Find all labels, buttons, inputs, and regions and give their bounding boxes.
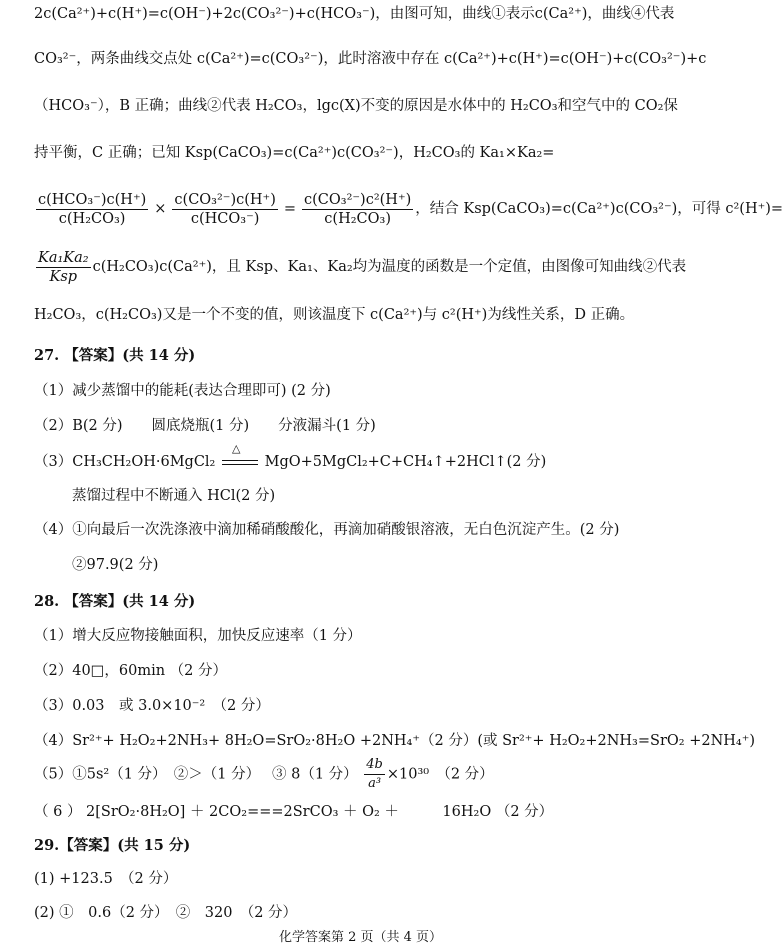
q28-answer-5 <box>34 756 691 793</box>
fraction-numerator: c(HCO₃⁻)c(H⁺) <box>38 191 147 208</box>
fraction-denominator: Ksp <box>49 268 78 285</box>
explanation-line-7: H₂CO₃，c(H₂CO₃)又是一个不变的值，则该温度下 c(Ca²⁺)与 c²(H⁺)为线性关系，D 正确。 <box>34 307 635 323</box>
formula-tail-text: ，结合 Ksp(CaCO₃)=c(Ca²⁺)c(CO₃²⁻)，可得 c²(H⁺)= <box>415 201 783 217</box>
q27-reactant: （3）CH₃CH₂OH·6MgCl₂ <box>34 454 216 470</box>
formula-tail-text: c(H₂CO₃)c(Ca²⁺)，且 Ksp、Ka₁、Ka₂均为温度的函数是一个定值，由图像可知曲线②代表 <box>92 259 687 275</box>
fraction-product <box>302 191 413 228</box>
q27-answer-2: （2）B(2 分) 圆底烧瓶(1 分) 分液漏斗(1 分) <box>34 418 376 434</box>
fraction-ka1 <box>36 191 148 228</box>
q28-answer-1: （1）增大反应物接触面积，加快反应速率（1 分） <box>34 628 362 644</box>
q27-answer-4a: （4）①向最后一次洗涤液中滴加稀硝酸酸化，再滴加硝酸银溶液，无白色沉淀产生。(2 分) <box>34 522 620 538</box>
delta-symbol: △ <box>231 442 241 455</box>
q28-answer-5-text: （5）①5s²（1 分） ②＞（1 分） ③ 8（1 分） <box>34 766 358 783</box>
q29-heading: 29.【答案】(共 15 分) <box>34 837 191 854</box>
fraction-denominator: c(H₂CO₃) <box>58 210 126 227</box>
fraction-denominator: c(H₂CO₃) <box>324 210 391 227</box>
q27-heading: 27. 【答案】(共 14 分) <box>34 347 196 364</box>
explanation-line-4: 持平衡，C 正确；已知 Ksp(CaCO₃)=c(Ca²⁺)c(CO₃²⁻)，H₂CO₃的 Ka₁×Ka₂= <box>34 145 555 161</box>
q28-answer-4: （4）Sr²⁺+ H₂O₂+2NH₃+ 8H₂O=SrO₂·8H₂O +2NH₄⁺（2 分）(或 Sr²⁺+ H₂O₂+2NH₃=SrO₂ +2NH₄⁺) <box>34 733 756 749</box>
q27-answer-4b: ②97.9(2 分) <box>72 557 159 573</box>
q29-answer-1: (1) +123.5 （2 分） <box>34 871 178 887</box>
q27-answer-1: （1）减少蒸馏中的能耗(表达合理即可) (2 分) <box>34 383 331 399</box>
fraction-ka2 <box>172 191 277 228</box>
fraction-denominator: a³ <box>368 776 382 791</box>
fraction-numerator: c(CO₃²⁻)c(H⁺) <box>174 191 276 208</box>
explanation-line-1: 2c(Ca²⁺)+c(H⁺)=c(OH⁻)+2c(CO₃²⁻)+c(HCO₃⁻)，由图可知，曲线①表示c(Ca²⁺)，曲线④代表 <box>34 6 675 22</box>
q29-answer-2: (2) ① 0.6（2 分） ② 320 （2 分） <box>34 905 298 921</box>
fraction-numerator: c(CO₃²⁻)c²(H⁺) <box>304 191 412 208</box>
q28-answer-6: （ 6 ） 2[SrO₂·8H₂O] ＋ 2CO₂===2SrCO₃ ＋ O₂ ＋ 16H₂O （2 分） <box>34 804 554 820</box>
fraction-ka-over-ksp <box>36 249 91 286</box>
q28-heading: 28. 【答案】(共 14 分) <box>34 593 196 610</box>
q28-answer-2: （2）40□，60min （2 分） <box>34 663 227 679</box>
double-line <box>222 460 258 465</box>
heat-arrow <box>220 442 260 472</box>
fraction-4b-over-a3 <box>364 756 385 793</box>
explanation-line-3: （HCO₃⁻），B 正确；曲线②代表 H₂CO₃，lgc(X)不变的原因是水体中的 H₂CO₃和空气中的 CO₂保 <box>34 98 678 114</box>
fraction-denominator: c(HCO₃⁻) <box>190 210 260 227</box>
q28-answer-3: （3）0.03 或 3.0×10⁻² （2 分） <box>34 698 270 714</box>
explanation-line-6-formula <box>34 248 691 286</box>
q27-products: MgO+5MgCl₂+C+CH₄↑+2HCl↑(2 分) <box>264 454 547 470</box>
q27-answer-3 <box>34 442 691 472</box>
explanation-line-2: CO₃²⁻，两条曲线交点处 c(Ca²⁺)=c(CO₃²⁻)，此时溶液中存在 c(Ca²⁺)+c(H⁺)=c(OH⁻)+c(CO₃²⁻)+c <box>34 51 707 67</box>
times-sign: × <box>154 201 167 217</box>
fraction-numerator: Ka₁Ka₂ <box>38 249 89 266</box>
fraction-numerator: 4b <box>364 756 385 775</box>
q27-answer-3-note: 蒸馏过程中不断通入 HCl(2 分) <box>72 488 276 504</box>
q28-answer-5-tail: ×10³⁰ （2 分） <box>386 766 494 783</box>
page-footer: 化学答案第 2 页（共 4 页） <box>278 930 443 945</box>
equals-sign: = <box>283 201 297 217</box>
explanation-line-5-formula <box>34 190 783 228</box>
